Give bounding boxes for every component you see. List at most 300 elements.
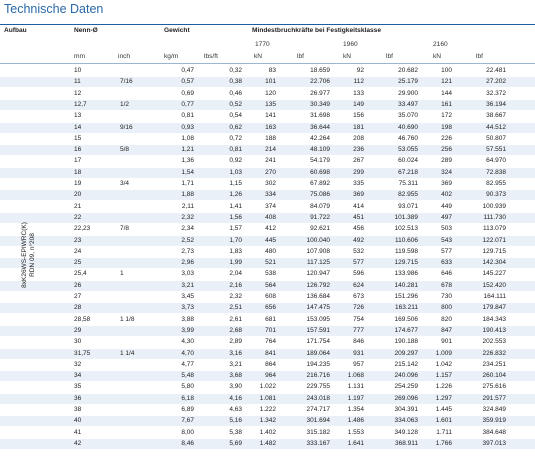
cell-kn-1770: 701 xyxy=(265,326,276,334)
cell-lbsft: 4,63 xyxy=(229,406,242,413)
cell-lbf-2160: 164.111 xyxy=(483,293,506,300)
table-row xyxy=(0,134,535,144)
cell-kgm: 0,77 xyxy=(181,100,194,108)
cell-lbf-2160: 359.919 xyxy=(482,417,506,425)
cell-kn-1960: 451 xyxy=(353,213,364,221)
aufbau-label-line-2: RDN 09, n°208 xyxy=(29,233,36,277)
cell-mm: 19 xyxy=(74,180,82,187)
cell-inch xyxy=(120,202,160,212)
cell-kn-1960: 181 xyxy=(353,123,364,131)
cell-lbf-1960: 190.188 xyxy=(394,338,418,346)
cell-kn-2160: 577 xyxy=(441,247,452,255)
cell-kgm: 0,47 xyxy=(181,67,194,74)
cell-kn-2160: 678 xyxy=(441,281,452,289)
cell-mm: 25 xyxy=(74,259,82,267)
cell-lbf-1960: 140.281 xyxy=(394,281,418,289)
cell-mm: 38 xyxy=(74,406,82,413)
cell-kn-1960: 846 xyxy=(353,338,364,346)
cell-lbf-2160: 324.849 xyxy=(482,406,506,413)
cell-inch: 1 xyxy=(120,270,124,278)
cell-mm: 14 xyxy=(74,123,82,131)
cell-kn-1770: 764 xyxy=(265,338,276,346)
aufbau-label-line-1: 8xK26WS-EPIWRC(K) xyxy=(21,222,28,288)
cell-kn-2160: 1.766 xyxy=(435,439,452,447)
header-rule-top xyxy=(0,24,535,25)
cell-lbf-1770: 100.040 xyxy=(306,236,330,244)
cell-kgm: 4,77 xyxy=(181,360,194,368)
cell-lbsft: 3,21 xyxy=(229,360,242,368)
unit-kgm: kg/m xyxy=(164,53,179,60)
cell-lbf-1960: 129.715 xyxy=(394,259,418,267)
cell-mm: 35 xyxy=(74,383,82,391)
cell-lbf-1960: 209.297 xyxy=(394,349,418,357)
cell-kgm: 1,88 xyxy=(181,191,194,199)
cell-inch: 1 1/4 xyxy=(120,349,135,357)
cell-mm: 12 xyxy=(74,89,82,97)
cell-kgm: 2,52 xyxy=(181,236,194,244)
cell-lbf-1770: 216.716 xyxy=(306,372,330,380)
cell-kn-1770: 841 xyxy=(265,349,276,357)
cell-kn-1770: 656 xyxy=(265,304,276,312)
cell-kgm: 6,18 xyxy=(181,394,194,402)
cell-lbf-2160: 113.079 xyxy=(482,225,506,233)
cell-kn-1960: 92 xyxy=(356,67,364,74)
cell-lbf-2160: 291.577 xyxy=(482,394,506,402)
cell-lbf-1770: 189.064 xyxy=(306,349,330,357)
cell-lbf-1960: 53.055 xyxy=(398,146,418,154)
cell-lbf-2160: 50.807 xyxy=(486,134,506,142)
cell-kn-1770: 1.022 xyxy=(259,383,276,391)
cell-kgm: 6,89 xyxy=(181,406,194,413)
cell-lbf-2160: 179.847 xyxy=(482,304,506,312)
cell-kgm: 3,88 xyxy=(181,315,194,323)
cell-kn-1770: 964 xyxy=(265,372,276,380)
cell-lbf-1960: 174.677 xyxy=(394,326,418,334)
cell-kn-1960: 777 xyxy=(353,326,364,334)
cell-kn-1960: 208 xyxy=(353,134,364,142)
cell-lbsft: 0,52 xyxy=(229,100,242,108)
table-row xyxy=(0,326,535,336)
cell-lbf-1960: 215.142 xyxy=(394,360,418,368)
cell-kn-1960: 1.354 xyxy=(347,406,364,413)
unit-inch: inch xyxy=(118,53,131,60)
cell-lbf-2160: 100.939 xyxy=(482,202,506,210)
cell-lbf-1960: 101.389 xyxy=(394,213,418,221)
cell-lbf-2160: 226.832 xyxy=(482,349,506,357)
table-row xyxy=(0,202,535,212)
cell-kn-1960: 1.553 xyxy=(347,428,364,436)
cell-lbf-2160: 111.730 xyxy=(483,213,506,221)
cell-mm: 36 xyxy=(74,394,82,402)
cell-inch xyxy=(120,394,160,404)
cell-kn-1960: 456 xyxy=(353,225,364,233)
cell-kgm: 4,70 xyxy=(181,349,194,357)
cell-inch xyxy=(120,213,160,223)
cell-inch xyxy=(120,281,160,291)
cell-lbsft: 1,03 xyxy=(229,168,242,176)
page-title: Technische Daten xyxy=(4,2,104,16)
cell-lbsft: 2,68 xyxy=(229,326,242,334)
cell-kn-1770: 334 xyxy=(265,191,276,199)
cell-lbf-1770: 84.079 xyxy=(310,202,330,210)
cell-lbsft: 0,38 xyxy=(229,78,242,86)
cell-lbf-1770: 54.179 xyxy=(310,157,330,165)
cell-kn-1960: 1.068 xyxy=(347,372,364,380)
cell-lbf-1960: 110.606 xyxy=(394,236,418,244)
cell-lbf-1770: 75.086 xyxy=(310,191,330,199)
cell-kn-1960: 673 xyxy=(353,293,364,300)
cell-lbf-1960: 82.955 xyxy=(398,191,418,199)
cell-lbf-1770: 60.698 xyxy=(310,168,330,176)
cell-lbsft: 3,90 xyxy=(229,383,242,391)
cell-kn-1960: 236 xyxy=(353,146,364,154)
cell-lbf-2160: 260.104 xyxy=(482,372,506,380)
cell-kn-1960: 369 xyxy=(353,191,364,199)
cell-mm: 24 xyxy=(74,247,82,255)
cell-lbf-1960: 151.296 xyxy=(394,293,418,300)
cell-kn-1960: 596 xyxy=(353,270,364,278)
cell-lbf-1770: 26.977 xyxy=(310,89,330,97)
cell-lbsft: 0,46 xyxy=(229,89,242,97)
cell-lbf-1960: 254.259 xyxy=(394,383,418,391)
cell-lbf-2160: 275.616 xyxy=(482,383,506,391)
cell-lbf-2160: 90.373 xyxy=(486,191,506,199)
cell-lbf-2160: 184.343 xyxy=(482,315,506,323)
cell-lbsft: 0,92 xyxy=(229,157,242,165)
cell-inch xyxy=(120,247,160,257)
cell-kn-1770: 188 xyxy=(265,134,276,142)
cell-mm: 31,75 xyxy=(74,349,91,357)
cell-inch xyxy=(120,405,160,415)
cell-kn-2160: 100 xyxy=(441,67,452,74)
cell-kn-2160: 820 xyxy=(441,315,452,323)
cell-lbf-2160: 22.481 xyxy=(486,67,506,74)
cell-lbf-1770: 157.591 xyxy=(306,326,330,334)
cell-lbsft: 2,61 xyxy=(229,315,242,323)
cell-lbsft: 2,89 xyxy=(229,338,242,346)
cell-kn-1770: 135 xyxy=(265,100,276,108)
cell-lbf-2160: 202.553 xyxy=(482,338,506,346)
cell-inch xyxy=(120,360,160,370)
table-row xyxy=(0,145,535,155)
cell-kgm: 3,45 xyxy=(181,293,194,300)
cell-lbf-1960: 119.598 xyxy=(394,247,418,255)
cell-lbf-1770: 117.125 xyxy=(306,259,330,267)
cell-kn-2160: 800 xyxy=(441,304,452,312)
cell-lbsft: 2,32 xyxy=(229,293,242,300)
cell-lbf-1770: 91.722 xyxy=(310,213,330,221)
cell-kn-1770: 163 xyxy=(265,123,276,131)
table-row xyxy=(0,269,535,279)
cell-lbf-1770: 315.182 xyxy=(306,428,330,436)
cell-inch xyxy=(120,326,160,336)
cell-lbf-1960: 60.024 xyxy=(398,157,418,165)
cell-lbf-1770: 30.349 xyxy=(310,100,330,108)
cell-kn-2160: 1.042 xyxy=(435,360,452,368)
table-row xyxy=(0,382,535,392)
cell-mm: 29 xyxy=(74,326,82,334)
cell-mm: 40 xyxy=(74,417,82,425)
cell-kn-2160: 198 xyxy=(441,123,452,131)
cell-kn-1960: 299 xyxy=(353,168,364,176)
aufbau-cell xyxy=(20,190,36,330)
table-row xyxy=(0,168,535,178)
cell-kn-1770: 302 xyxy=(265,180,276,187)
cell-kn-1960: 1.197 xyxy=(347,394,364,402)
cell-inch: 7/16 xyxy=(120,78,133,86)
cell-lbf-1770: 92.621 xyxy=(310,225,330,233)
cell-kn-1770: 864 xyxy=(265,360,276,368)
cell-kn-2160: 172 xyxy=(441,112,452,120)
cell-lbf-1960: 93.071 xyxy=(398,202,418,210)
cell-lbf-2160: 384.648 xyxy=(482,428,506,436)
cell-kn-1960: 532 xyxy=(353,247,364,255)
cell-inch: 3/4 xyxy=(120,180,130,187)
cell-inch xyxy=(120,190,160,200)
cell-lbsft: 2,51 xyxy=(229,304,242,312)
table-row xyxy=(0,190,535,200)
cell-mm: 17 xyxy=(74,157,82,165)
cell-kn-2160: 289 xyxy=(441,157,452,165)
cell-lbf-2160: 64.970 xyxy=(486,157,506,165)
cell-kn-1770: 374 xyxy=(265,202,276,210)
unit-lbf-2160: lbf xyxy=(476,53,483,60)
table-row xyxy=(0,100,535,110)
cell-kn-2160: 226 xyxy=(441,134,452,142)
cell-kgm: 2,32 xyxy=(181,213,194,221)
cell-kgm: 2,34 xyxy=(181,225,194,233)
cell-kn-2160: 121 xyxy=(441,78,452,86)
cell-lbf-1770: 301.694 xyxy=(306,417,330,425)
cell-kgm: 0,57 xyxy=(181,78,194,86)
cell-kgm: 5,80 xyxy=(181,383,194,391)
table-row xyxy=(0,258,535,268)
cell-mm: 12,7 xyxy=(74,100,87,108)
cell-lbf-1770: 67.892 xyxy=(310,180,330,187)
cell-lbf-1770: 48.109 xyxy=(310,146,330,154)
cell-kgm: 0,69 xyxy=(181,89,194,97)
cell-lbf-1770: 36.644 xyxy=(310,123,330,131)
cell-lbf-2160: 190.413 xyxy=(482,326,506,334)
cell-lbsft: 1,56 xyxy=(229,213,242,221)
cell-kn-2160: 646 xyxy=(441,270,452,278)
cell-kn-1770: 214 xyxy=(265,146,276,154)
cell-inch: 7/8 xyxy=(120,225,130,233)
cell-mm: 20 xyxy=(74,191,82,199)
cell-lbf-2160: 72.838 xyxy=(486,168,506,176)
cell-lbsft: 4,16 xyxy=(229,394,242,402)
cell-kn-1960: 1.131 xyxy=(347,383,364,391)
cell-kn-2160: 324 xyxy=(441,168,452,176)
cell-lbf-2160: 36.194 xyxy=(486,100,506,108)
cell-mm: 41 xyxy=(74,428,82,436)
table-row xyxy=(0,111,535,121)
cell-lbf-2160: 27.202 xyxy=(486,78,506,86)
cell-lbsft: 1,99 xyxy=(229,259,242,267)
cell-kn-2160: 730 xyxy=(441,293,452,300)
cell-kn-1770: 270 xyxy=(265,168,276,176)
cell-lbf-1960: 269.096 xyxy=(394,394,418,402)
cell-kn-2160: 256 xyxy=(441,146,452,154)
cell-lbf-1770: 22.706 xyxy=(310,78,330,86)
cell-kgm: 1,21 xyxy=(181,146,194,154)
cell-inch: 1/2 xyxy=(120,100,130,108)
cell-inch: 1 1/8 xyxy=(120,315,135,323)
cell-kn-2160: 847 xyxy=(441,326,452,334)
cell-kn-2160: 503 xyxy=(441,225,452,233)
table-row xyxy=(0,315,535,325)
cell-kn-2160: 1.157 xyxy=(435,372,452,380)
cell-kgm: 1,08 xyxy=(181,134,194,142)
cell-kn-1960: 931 xyxy=(353,349,364,357)
cell-kgm: 3,03 xyxy=(181,270,194,278)
header-gewicht: Gewicht xyxy=(164,27,190,34)
cell-lbf-1960: 102.513 xyxy=(394,225,418,233)
cell-lbsft: 1,70 xyxy=(229,236,242,244)
cell-mm: 13 xyxy=(74,112,82,120)
cell-inch xyxy=(120,236,160,246)
cell-kgm: 8,46 xyxy=(181,439,194,447)
table-row xyxy=(0,89,535,99)
cell-inch xyxy=(120,371,160,381)
cell-mm: 10 xyxy=(74,67,82,74)
cell-lbf-2160: 32.372 xyxy=(486,89,506,97)
cell-mm: 28 xyxy=(74,304,82,312)
cell-lbf-1960: 349.128 xyxy=(394,428,418,436)
cell-lbf-2160: 57.551 xyxy=(486,146,506,154)
cell-kn-1960: 1.641 xyxy=(347,439,364,447)
table-row xyxy=(0,405,535,415)
cell-lbf-1770: 333.167 xyxy=(306,439,330,447)
cell-kn-2160: 1.445 xyxy=(435,406,452,413)
cell-inch xyxy=(120,292,160,302)
cell-kgm: 3,99 xyxy=(181,326,194,334)
grade-1960: 1960 xyxy=(343,41,358,48)
cell-lbsft: 0,32 xyxy=(229,67,242,74)
cell-lbf-2160: 44.512 xyxy=(486,123,506,131)
cell-lbf-2160: 82.955 xyxy=(486,180,506,187)
cell-inch xyxy=(120,134,160,144)
cell-lbsft: 2,16 xyxy=(229,281,242,289)
cell-kn-2160: 1.009 xyxy=(435,349,452,357)
cell-lbsft: 2,04 xyxy=(229,270,242,278)
cell-inch xyxy=(120,89,160,99)
cell-lbf-2160: 145.227 xyxy=(482,270,506,278)
unit-kn-1960: kN xyxy=(343,53,352,60)
cell-mm: 15 xyxy=(74,134,82,142)
cell-kgm: 0,81 xyxy=(181,112,194,120)
table-row xyxy=(0,371,535,381)
table-row xyxy=(0,123,535,133)
cell-kn-1960: 112 xyxy=(353,78,364,86)
cell-lbsft: 0,72 xyxy=(229,134,242,142)
cell-lbf-1960: 133.986 xyxy=(394,270,418,278)
cell-kgm: 3,21 xyxy=(181,281,194,289)
cell-kn-1960: 414 xyxy=(353,202,364,210)
cell-inch xyxy=(120,416,160,426)
table-row xyxy=(0,349,535,359)
cell-mm: 22,23 xyxy=(74,225,91,233)
cell-kn-1770: 1.482 xyxy=(259,439,276,447)
cell-lbf-1770: 243.018 xyxy=(306,394,330,402)
header-rule-bottom xyxy=(0,63,535,64)
cell-mm: 22 xyxy=(74,213,82,221)
cell-mm: 26 xyxy=(74,281,82,289)
cell-kn-1770: 1.081 xyxy=(259,394,276,402)
cell-lbf-1770: 229.755 xyxy=(306,383,330,391)
cell-lbf-1770: 136.684 xyxy=(306,293,330,300)
cell-mm: 30 xyxy=(74,338,82,346)
cell-lbsft: 5,38 xyxy=(229,428,242,436)
cell-kgm: 2,73 xyxy=(181,247,194,255)
cell-kn-2160: 1.601 xyxy=(435,417,452,425)
cell-mm: 11 xyxy=(74,78,81,86)
cell-inch: 9/16 xyxy=(120,123,133,131)
cell-kn-2160: 633 xyxy=(441,259,452,267)
table-row xyxy=(0,66,535,76)
cell-inch xyxy=(120,303,160,313)
cell-kgm: 1,54 xyxy=(181,168,194,176)
table-row xyxy=(0,416,535,426)
unit-kn-1770: kN xyxy=(254,53,263,60)
cell-kn-1960: 267 xyxy=(353,157,364,165)
cell-kn-1770: 241 xyxy=(265,157,276,165)
cell-kn-1770: 1.342 xyxy=(259,417,276,425)
cell-lbf-1770: 120.947 xyxy=(306,270,330,278)
cell-lbf-1960: 240.096 xyxy=(394,372,418,380)
cell-kn-1770: 1.222 xyxy=(259,406,276,413)
cell-kn-1770: 141 xyxy=(265,112,276,120)
table-row xyxy=(0,224,535,234)
aufbau-label xyxy=(21,185,37,325)
grade-1770: 1770 xyxy=(255,41,270,48)
cell-lbf-2160: 122.071 xyxy=(482,236,506,244)
cell-lbsft: 1,41 xyxy=(229,202,242,210)
cell-kn-1770: 521 xyxy=(265,259,276,267)
cell-lbsft: 1,83 xyxy=(229,247,242,255)
cell-mm: 16 xyxy=(74,146,82,154)
cell-kn-1770: 681 xyxy=(265,315,276,323)
table-row xyxy=(0,439,535,449)
cell-mm: 18 xyxy=(74,168,82,176)
cell-lbsft: 5,16 xyxy=(229,417,242,425)
cell-lbf-1960: 67.218 xyxy=(398,168,418,176)
cell-lbf-1960: 20.682 xyxy=(398,67,418,74)
unit-lbf-1770: lbf xyxy=(297,53,304,60)
cell-kn-1770: 1.402 xyxy=(259,428,276,436)
cell-kn-2160: 543 xyxy=(441,236,452,244)
cell-mm: 23 xyxy=(74,236,82,244)
cell-kn-1770: 101 xyxy=(265,78,276,86)
cell-lbf-1770: 31.698 xyxy=(310,112,330,120)
cell-lbf-1960: 46.760 xyxy=(398,134,418,142)
cell-kn-1770: 480 xyxy=(265,247,276,255)
cell-kn-2160: 369 xyxy=(441,180,452,187)
cell-lbf-1960: 368.911 xyxy=(394,439,418,447)
cell-lbsft: 3,68 xyxy=(229,372,242,380)
cell-mm: 21 xyxy=(74,202,82,210)
cell-kgm: 4,30 xyxy=(181,338,194,346)
cell-lbsft: 1,15 xyxy=(229,180,242,187)
cell-kgm: 1,71 xyxy=(181,180,194,187)
cell-mm: 27 xyxy=(74,293,82,300)
cell-kn-1770: 120 xyxy=(265,89,276,97)
cell-kn-2160: 901 xyxy=(441,338,452,346)
cell-kn-1960: 133 xyxy=(353,89,364,97)
cell-kn-2160: 1.297 xyxy=(435,394,452,402)
cell-lbf-1770: 274.717 xyxy=(306,406,330,413)
cell-inch xyxy=(120,428,160,438)
